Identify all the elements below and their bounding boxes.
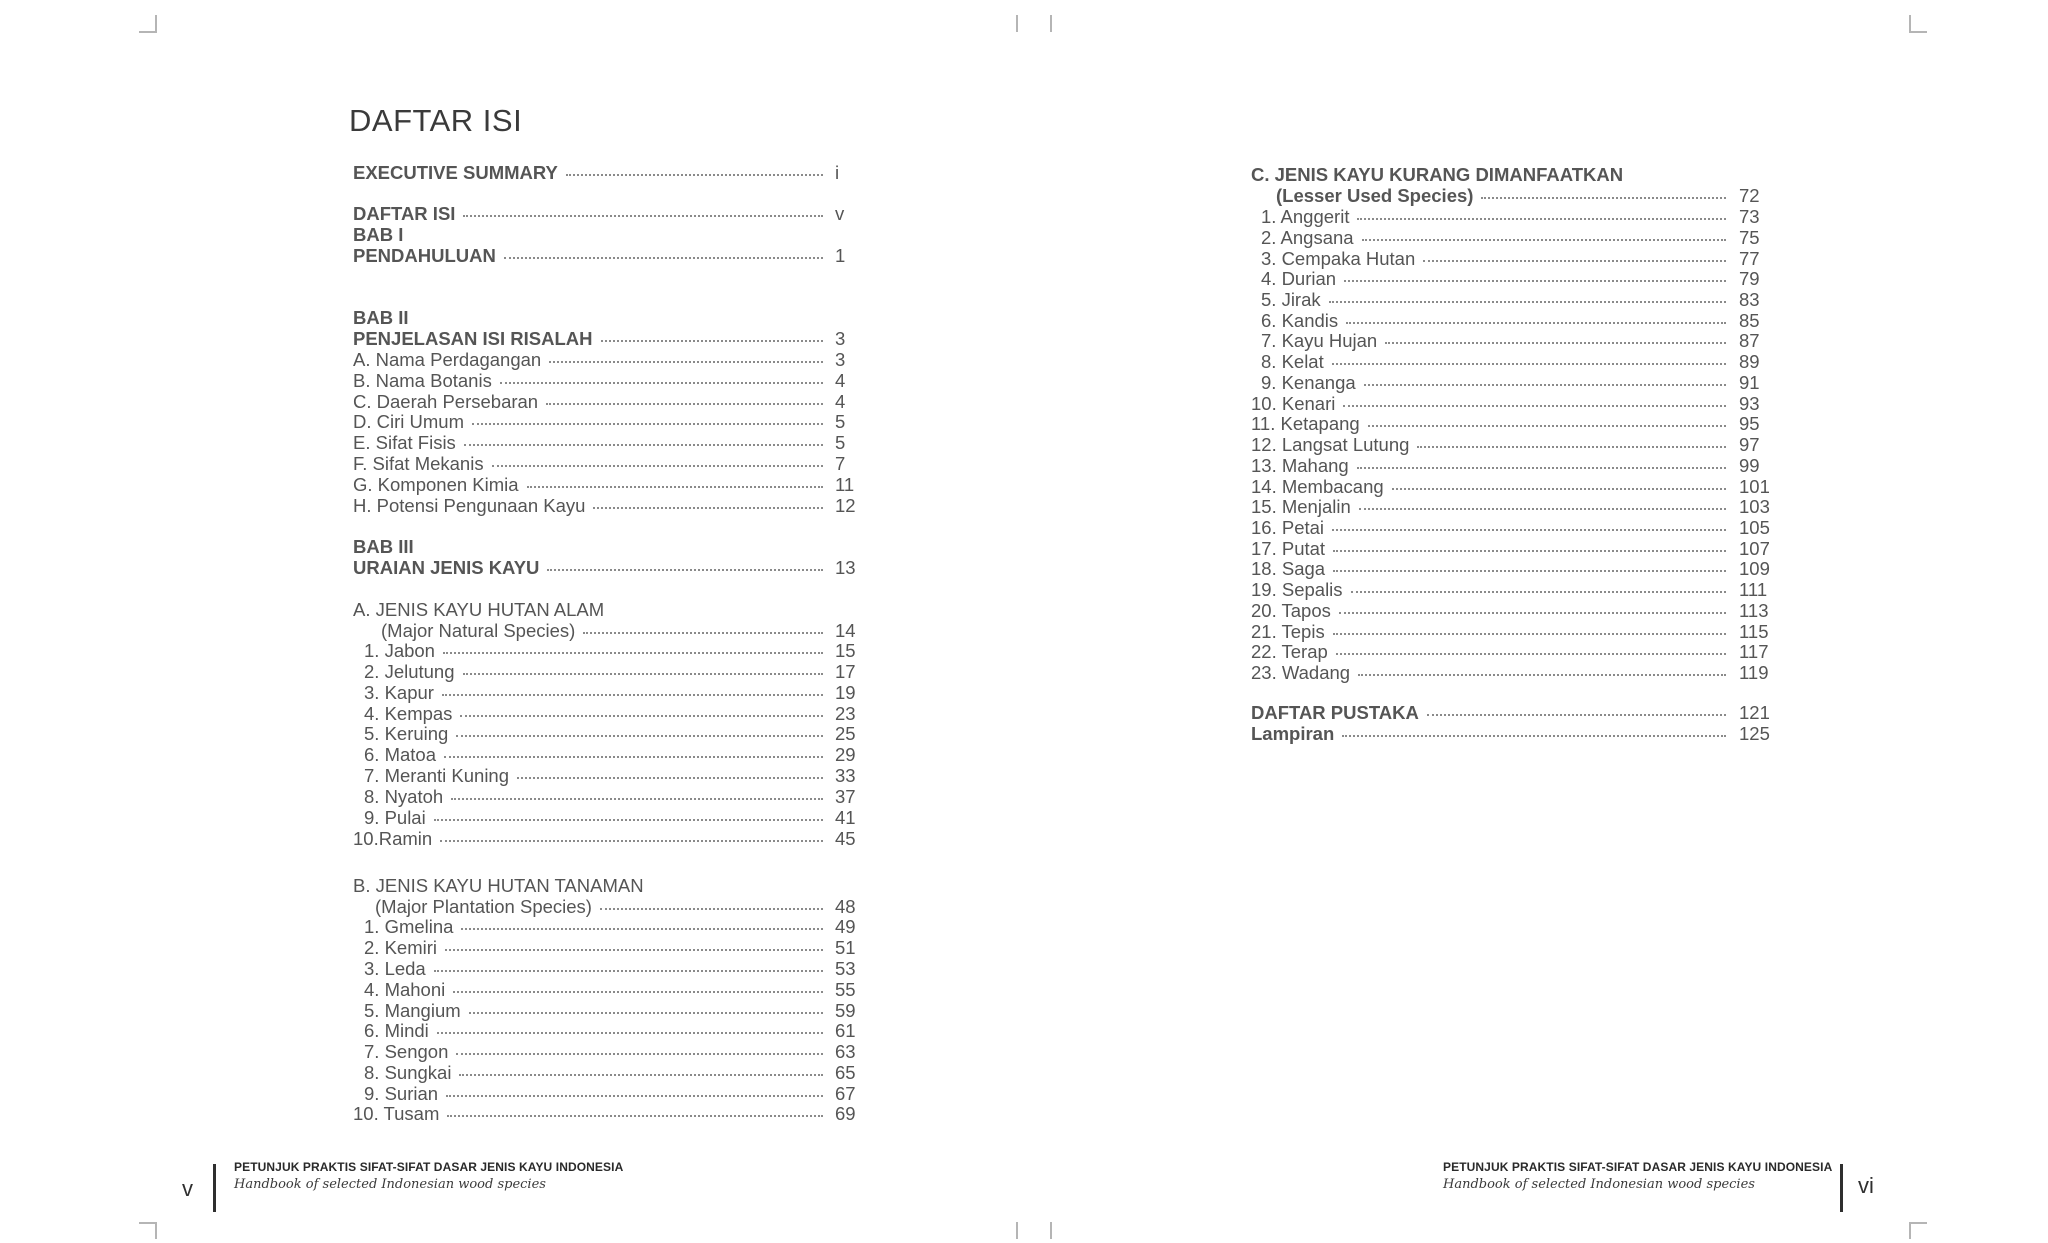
toc-entry-page: 65 bbox=[835, 1062, 856, 1083]
toc-entry-label: 2. Angsana bbox=[1261, 227, 1354, 248]
toc-entry-label: 18. Saga bbox=[1251, 558, 1326, 579]
crop-mark bbox=[1909, 1222, 1927, 1224]
toc-dot-leader bbox=[1368, 419, 1726, 427]
toc-entry-label: 7. Sengon bbox=[364, 1041, 449, 1062]
toc-entry[interactable] bbox=[0, 1103, 875, 1124]
toc-entry-page: 29 bbox=[835, 744, 856, 765]
toc-entry-label: 1. Gmelina bbox=[364, 916, 454, 937]
toc-entry[interactable] bbox=[0, 723, 1779, 744]
toc-dot-leader bbox=[437, 1026, 823, 1034]
toc-entry-page: 1 bbox=[835, 245, 846, 266]
toc-entry-label: PENDAHULUAN bbox=[353, 245, 496, 266]
toc-dot-leader bbox=[469, 1006, 823, 1014]
toc-entry-page: 67 bbox=[835, 1083, 856, 1104]
toc-entry-label: DAFTAR ISI bbox=[353, 203, 456, 224]
toc-entry[interactable] bbox=[0, 558, 1779, 579]
page-title: DAFTAR ISI bbox=[349, 102, 523, 138]
toc-entry[interactable] bbox=[0, 621, 1779, 642]
toc-entry-label: PENJELASAN ISI RISALAH bbox=[353, 328, 593, 349]
toc-entry-page: 14 bbox=[835, 620, 856, 641]
toc-dot-leader bbox=[517, 771, 823, 779]
toc-dot-leader bbox=[453, 985, 823, 993]
toc-entry-page: 17 bbox=[835, 661, 856, 682]
toc-entry-label: 6. Mindi bbox=[364, 1020, 429, 1041]
toc-entry-label: 1. Anggerit bbox=[1261, 206, 1350, 227]
toc-dot-leader bbox=[1333, 544, 1726, 552]
toc-entry-label: BAB I bbox=[353, 224, 404, 245]
toc-dot-leader bbox=[447, 1109, 823, 1117]
toc-dot-leader bbox=[440, 834, 823, 842]
toc-entry-label: BAB II bbox=[353, 307, 409, 328]
right-footer-title: PETUNJUK PRAKTIS SIFAT-SIFAT DASAR JENIS KAYU INDONESIA bbox=[1443, 1160, 1833, 1174]
toc-entry-page: 7 bbox=[835, 453, 846, 474]
toc-dot-leader bbox=[434, 813, 823, 821]
toc-entry-label: 5. Jirak bbox=[1261, 289, 1321, 310]
toc-entry-label: B. JENIS KAYU HUTAN TANAMAN bbox=[353, 875, 644, 896]
toc-entry-page: 15 bbox=[835, 640, 856, 661]
toc-dot-leader bbox=[444, 750, 823, 758]
toc-dot-leader bbox=[1359, 502, 1726, 510]
toc-entry-label: 12. Langsat Lutung bbox=[1251, 434, 1410, 455]
toc-entry[interactable] bbox=[0, 1020, 875, 1041]
toc-entry[interactable] bbox=[0, 702, 1779, 723]
toc-entry[interactable] bbox=[0, 185, 1779, 206]
toc-entry-page: 48 bbox=[835, 896, 856, 917]
toc-dot-leader bbox=[1364, 378, 1726, 386]
crop-mark bbox=[139, 31, 157, 33]
toc-entry-page: 37 bbox=[835, 786, 856, 807]
toc-entry-label: 4. Kempas bbox=[364, 703, 453, 724]
toc-entry-page: 107 bbox=[1739, 538, 1770, 559]
toc-entry-label: 1. Jabon bbox=[364, 640, 435, 661]
right-page-number: vi bbox=[1858, 1173, 1874, 1198]
toc-entry-label: 9. Surian bbox=[364, 1083, 439, 1104]
toc-dot-leader bbox=[1332, 523, 1726, 531]
toc-dot-leader bbox=[1333, 564, 1726, 572]
toc-entry-label: H. Potensi Pengunaan Kayu bbox=[353, 495, 586, 516]
toc-entry[interactable] bbox=[0, 600, 1779, 621]
toc-entry-page: 111 bbox=[1739, 579, 1768, 600]
toc-entry-page: 3 bbox=[835, 328, 846, 349]
toc-dot-leader bbox=[446, 1089, 823, 1097]
toc-entry-page: 115 bbox=[1739, 621, 1769, 642]
toc-entry-label: EXECUTIVE SUMMARY bbox=[353, 162, 558, 183]
toc-entry-label: 3. Cempaka Hutan bbox=[1261, 248, 1416, 269]
toc-entry-label: (Lesser Used Species) bbox=[1276, 185, 1474, 206]
toc-dot-leader bbox=[1332, 357, 1726, 365]
right-footer-subtitle: Handbook of selected Indonesian wood species bbox=[1443, 1177, 1755, 1192]
toc-entry[interactable] bbox=[0, 455, 1779, 476]
toc-entry-label: 8. Kelat bbox=[1261, 351, 1324, 372]
toc-entry-page: 63 bbox=[835, 1041, 856, 1062]
toc-entry-label: 20. Tapos bbox=[1251, 600, 1331, 621]
toc-entry-label: E. Sifat Fisis bbox=[353, 432, 456, 453]
toc-entry-page: 97 bbox=[1739, 434, 1760, 455]
toc-entry[interactable] bbox=[0, 1083, 875, 1104]
toc-dot-leader bbox=[451, 792, 823, 800]
toc-entry-label: Lampiran bbox=[1251, 723, 1335, 744]
toc-dot-leader bbox=[1343, 399, 1726, 407]
toc-entry-page: 5 bbox=[835, 411, 846, 432]
toc-entry-page: 25 bbox=[835, 723, 856, 744]
toc-dot-leader bbox=[1362, 233, 1726, 241]
toc-dot-leader bbox=[1427, 708, 1726, 716]
toc-entry-page: 125 bbox=[1739, 723, 1770, 744]
toc-dot-leader bbox=[1392, 482, 1726, 490]
toc-entry-label: 2. Jelutung bbox=[364, 661, 455, 682]
toc-dot-leader bbox=[1336, 647, 1726, 655]
toc-dot-leader bbox=[1329, 295, 1726, 303]
crop-mark bbox=[1016, 15, 1018, 32]
toc-entry[interactable] bbox=[0, 289, 1779, 310]
right-footer-rule bbox=[1840, 1164, 1843, 1212]
toc-dot-leader bbox=[1351, 585, 1726, 593]
toc-entry[interactable] bbox=[0, 896, 875, 917]
toc-entry-label: 19. Sepalis bbox=[1251, 579, 1343, 600]
left-footer-title: PETUNJUK PRAKTIS SIFAT-SIFAT DASAR JENIS KAYU INDONESIA bbox=[234, 1160, 624, 1174]
toc-entry-label: B. Nama Botanis bbox=[353, 370, 492, 391]
crop-mark bbox=[1016, 1222, 1018, 1239]
toc-entry-page: 45 bbox=[835, 828, 856, 849]
toc-dot-leader bbox=[456, 1047, 823, 1055]
toc-entry-label: 6. Kandis bbox=[1261, 310, 1339, 331]
toc-entry-label: 9. Pulai bbox=[364, 807, 426, 828]
crop-mark bbox=[1050, 15, 1052, 32]
toc-dot-leader bbox=[1357, 212, 1726, 220]
toc-entry-page: 109 bbox=[1739, 558, 1770, 579]
toc-dot-leader bbox=[1417, 440, 1726, 448]
toc-entry-page: 41 bbox=[835, 807, 856, 828]
toc-entry[interactable] bbox=[0, 1062, 875, 1083]
toc-entry-label: 13. Mahang bbox=[1251, 455, 1349, 476]
toc-entry-page: 69 bbox=[835, 1103, 856, 1124]
toc-entry-page: 85 bbox=[1739, 310, 1760, 331]
crop-mark bbox=[155, 15, 157, 32]
toc-entry-page: 75 bbox=[1739, 227, 1760, 248]
toc-entry[interactable] bbox=[0, 579, 1779, 600]
toc-entry[interactable] bbox=[0, 413, 1779, 434]
toc-entry-page: 12 bbox=[835, 495, 856, 516]
toc-entry[interactable] bbox=[0, 786, 875, 807]
toc-entry-label: 3. Kapur bbox=[364, 682, 434, 703]
toc-entry[interactable] bbox=[0, 393, 1779, 414]
toc-entry[interactable] bbox=[0, 248, 1779, 269]
toc-entry[interactable] bbox=[0, 662, 1779, 683]
toc-entry[interactable] bbox=[0, 979, 875, 1000]
toc-entry-label: 5. Mangium bbox=[364, 1000, 461, 1021]
toc-entry-page: 77 bbox=[1739, 248, 1760, 269]
toc-entry-label: A. JENIS KAYU HUTAN ALAM bbox=[353, 599, 605, 620]
toc-entry-label: D. Ciri Umum bbox=[353, 411, 464, 432]
toc-entry[interactable] bbox=[0, 330, 1779, 351]
toc-entry[interactable] bbox=[0, 227, 1779, 248]
toc-entry[interactable] bbox=[0, 496, 1779, 517]
toc-entry-page: 53 bbox=[835, 958, 856, 979]
toc-entry[interactable] bbox=[0, 828, 875, 849]
toc-entry-page: 103 bbox=[1739, 496, 1770, 517]
toc-dot-leader bbox=[445, 943, 823, 951]
toc-dot-leader bbox=[1344, 274, 1726, 282]
toc-entry-page: 5 bbox=[835, 432, 846, 453]
toc-entry-page: 72 bbox=[1739, 185, 1760, 206]
toc-entry-label: 7. Kayu Hujan bbox=[1261, 330, 1378, 351]
toc-dot-leader bbox=[461, 922, 823, 930]
toc-entry-page: 33 bbox=[835, 765, 856, 786]
toc-entry-page: 101 bbox=[1739, 476, 1770, 497]
toc-entry-label: 7. Meranti Kuning bbox=[364, 765, 510, 786]
toc-entry-label: 3. Leda bbox=[364, 958, 426, 979]
toc-entry[interactable] bbox=[0, 682, 875, 703]
toc-entry-label: (Major Plantation Species) bbox=[375, 896, 592, 917]
toc-entry-label: BAB III bbox=[353, 536, 414, 557]
toc-entry-page: 91 bbox=[1739, 372, 1760, 393]
toc-entry[interactable] bbox=[0, 937, 875, 958]
toc-entry-page: v bbox=[835, 203, 845, 224]
toc-entry[interactable] bbox=[0, 744, 875, 765]
toc-entry-page: 89 bbox=[1739, 351, 1760, 372]
toc-entry-label: 10. Tusam bbox=[353, 1103, 440, 1124]
toc-entry[interactable] bbox=[0, 434, 1779, 455]
toc-entry-page: 73 bbox=[1739, 206, 1760, 227]
toc-entry-label: (Major Natural Species) bbox=[381, 620, 576, 641]
toc-entry[interactable] bbox=[0, 310, 1779, 331]
toc-entry-page: 49 bbox=[835, 916, 856, 937]
toc-entry-label: C. Daerah Persebaran bbox=[353, 391, 539, 412]
toc-entry-label: 10. Kenari bbox=[1251, 393, 1336, 414]
toc-entry[interactable] bbox=[0, 476, 1779, 497]
toc-dot-leader bbox=[1333, 627, 1726, 635]
toc-entry-page: 87 bbox=[1739, 330, 1760, 351]
toc-dot-leader bbox=[1481, 191, 1726, 199]
toc-entry[interactable] bbox=[0, 1041, 875, 1062]
toc-entry-label: 9. Kenanga bbox=[1261, 372, 1356, 393]
toc-entry[interactable] bbox=[0, 164, 1779, 185]
toc-entry[interactable] bbox=[0, 1000, 875, 1021]
toc-entry[interactable] bbox=[0, 351, 1779, 372]
toc-entry-label: 8. Nyatoh bbox=[364, 786, 444, 807]
toc-entry-page: i bbox=[835, 162, 840, 183]
toc-entry[interactable] bbox=[0, 641, 1779, 662]
toc-entry-page: 121 bbox=[1739, 702, 1770, 723]
toc-entry-label: URAIAN JENIS KAYU bbox=[353, 557, 540, 578]
toc-entry-label: 21. Tepis bbox=[1251, 621, 1325, 642]
toc-entry-page: 23 bbox=[835, 703, 856, 724]
toc-entry[interactable] bbox=[0, 517, 1779, 538]
toc-entry-page: 93 bbox=[1739, 393, 1760, 414]
toc-entry-label: DAFTAR PUSTAKA bbox=[1251, 702, 1419, 723]
toc-entry-page: 119 bbox=[1739, 662, 1769, 683]
toc-entry-page: 61 bbox=[835, 1020, 856, 1041]
toc-entry-page: 83 bbox=[1739, 289, 1760, 310]
toc-entry[interactable] bbox=[0, 538, 1779, 559]
crop-mark bbox=[1909, 31, 1927, 33]
toc-entry-label: 11. Ketapang bbox=[1251, 413, 1360, 434]
toc-entry-page: 4 bbox=[835, 370, 846, 391]
crop-mark bbox=[155, 1222, 157, 1239]
toc-entry-label: C. JENIS KAYU KURANG DIMANFAATKAN bbox=[1251, 164, 1624, 185]
left-page-number: v bbox=[182, 1176, 193, 1201]
toc-entry-page: 105 bbox=[1739, 517, 1770, 538]
toc-entry-label: 10.Ramin bbox=[353, 828, 433, 849]
toc-entry-label: 2. Kemiri bbox=[364, 937, 437, 958]
toc-dot-leader bbox=[1346, 316, 1726, 324]
left-footer-rule bbox=[213, 1164, 216, 1212]
toc-dot-leader bbox=[1385, 336, 1726, 344]
toc-entry-page: 95 bbox=[1739, 413, 1760, 434]
toc-entry[interactable] bbox=[0, 372, 1779, 393]
toc-entry[interactable] bbox=[0, 206, 1779, 227]
toc-entry-page: 3 bbox=[835, 349, 846, 370]
toc-entry-label: 23. Wadang bbox=[1251, 662, 1351, 683]
toc-entry-label: 4. Mahoni bbox=[364, 979, 446, 1000]
toc-entry-page: 113 bbox=[1739, 600, 1769, 621]
toc-entry[interactable] bbox=[0, 916, 875, 937]
toc-entry-label: 22. Terap bbox=[1251, 641, 1328, 662]
toc-entry[interactable] bbox=[0, 958, 875, 979]
toc-dot-leader bbox=[1342, 729, 1726, 737]
toc-entry-label: 8. Sungkai bbox=[364, 1062, 452, 1083]
toc-entry-page: 11 bbox=[835, 474, 855, 495]
toc-dot-leader bbox=[1357, 461, 1726, 469]
crop-mark bbox=[1909, 15, 1911, 32]
crop-mark bbox=[1909, 1222, 1911, 1239]
toc-entry-label: F. Sifat Mekanis bbox=[353, 453, 484, 474]
toc-entry-page: 13 bbox=[835, 557, 856, 578]
toc-entry-label: 4. Durian bbox=[1261, 268, 1337, 289]
toc-entry[interactable] bbox=[0, 268, 1779, 289]
toc-dot-leader bbox=[434, 964, 823, 972]
toc-entry[interactable] bbox=[0, 765, 875, 786]
toc-entry-page: 79 bbox=[1739, 268, 1760, 289]
toc-dot-leader bbox=[600, 902, 823, 910]
toc-entry-label: 5. Keruing bbox=[364, 723, 449, 744]
left-footer-subtitle: Handbook of selected Indonesian wood species bbox=[234, 1177, 546, 1192]
toc-entry-page: 99 bbox=[1739, 455, 1760, 476]
toc-entry-label: 15. Menjalin bbox=[1251, 496, 1351, 517]
toc-entry-label: 6. Matoa bbox=[364, 744, 436, 765]
toc-entry-page: 55 bbox=[835, 979, 856, 1000]
toc-dot-leader bbox=[1358, 668, 1726, 676]
toc-dot-leader bbox=[1339, 606, 1726, 614]
toc-entry-label: 14. Membacang bbox=[1251, 476, 1384, 497]
toc-entry[interactable] bbox=[0, 807, 875, 828]
toc-dot-leader bbox=[459, 1068, 823, 1076]
toc-entry-label: 17. Putat bbox=[1251, 538, 1326, 559]
toc-entry-page: 4 bbox=[835, 391, 846, 412]
toc-entry-label: G. Komponen Kimia bbox=[353, 474, 519, 495]
toc-entry-page: 117 bbox=[1739, 641, 1769, 662]
crop-mark bbox=[1050, 1222, 1052, 1239]
toc-entry-page: 51 bbox=[835, 937, 856, 958]
toc-entry-label: 16. Petai bbox=[1251, 517, 1325, 538]
toc-dot-leader bbox=[442, 688, 823, 696]
toc-entry-page: 19 bbox=[835, 682, 856, 703]
toc-entry-label: A. Nama Perdagangan bbox=[353, 349, 542, 370]
toc-dot-leader bbox=[1423, 254, 1726, 262]
toc-entry[interactable] bbox=[0, 875, 875, 896]
toc-entry-page: 59 bbox=[835, 1000, 856, 1021]
